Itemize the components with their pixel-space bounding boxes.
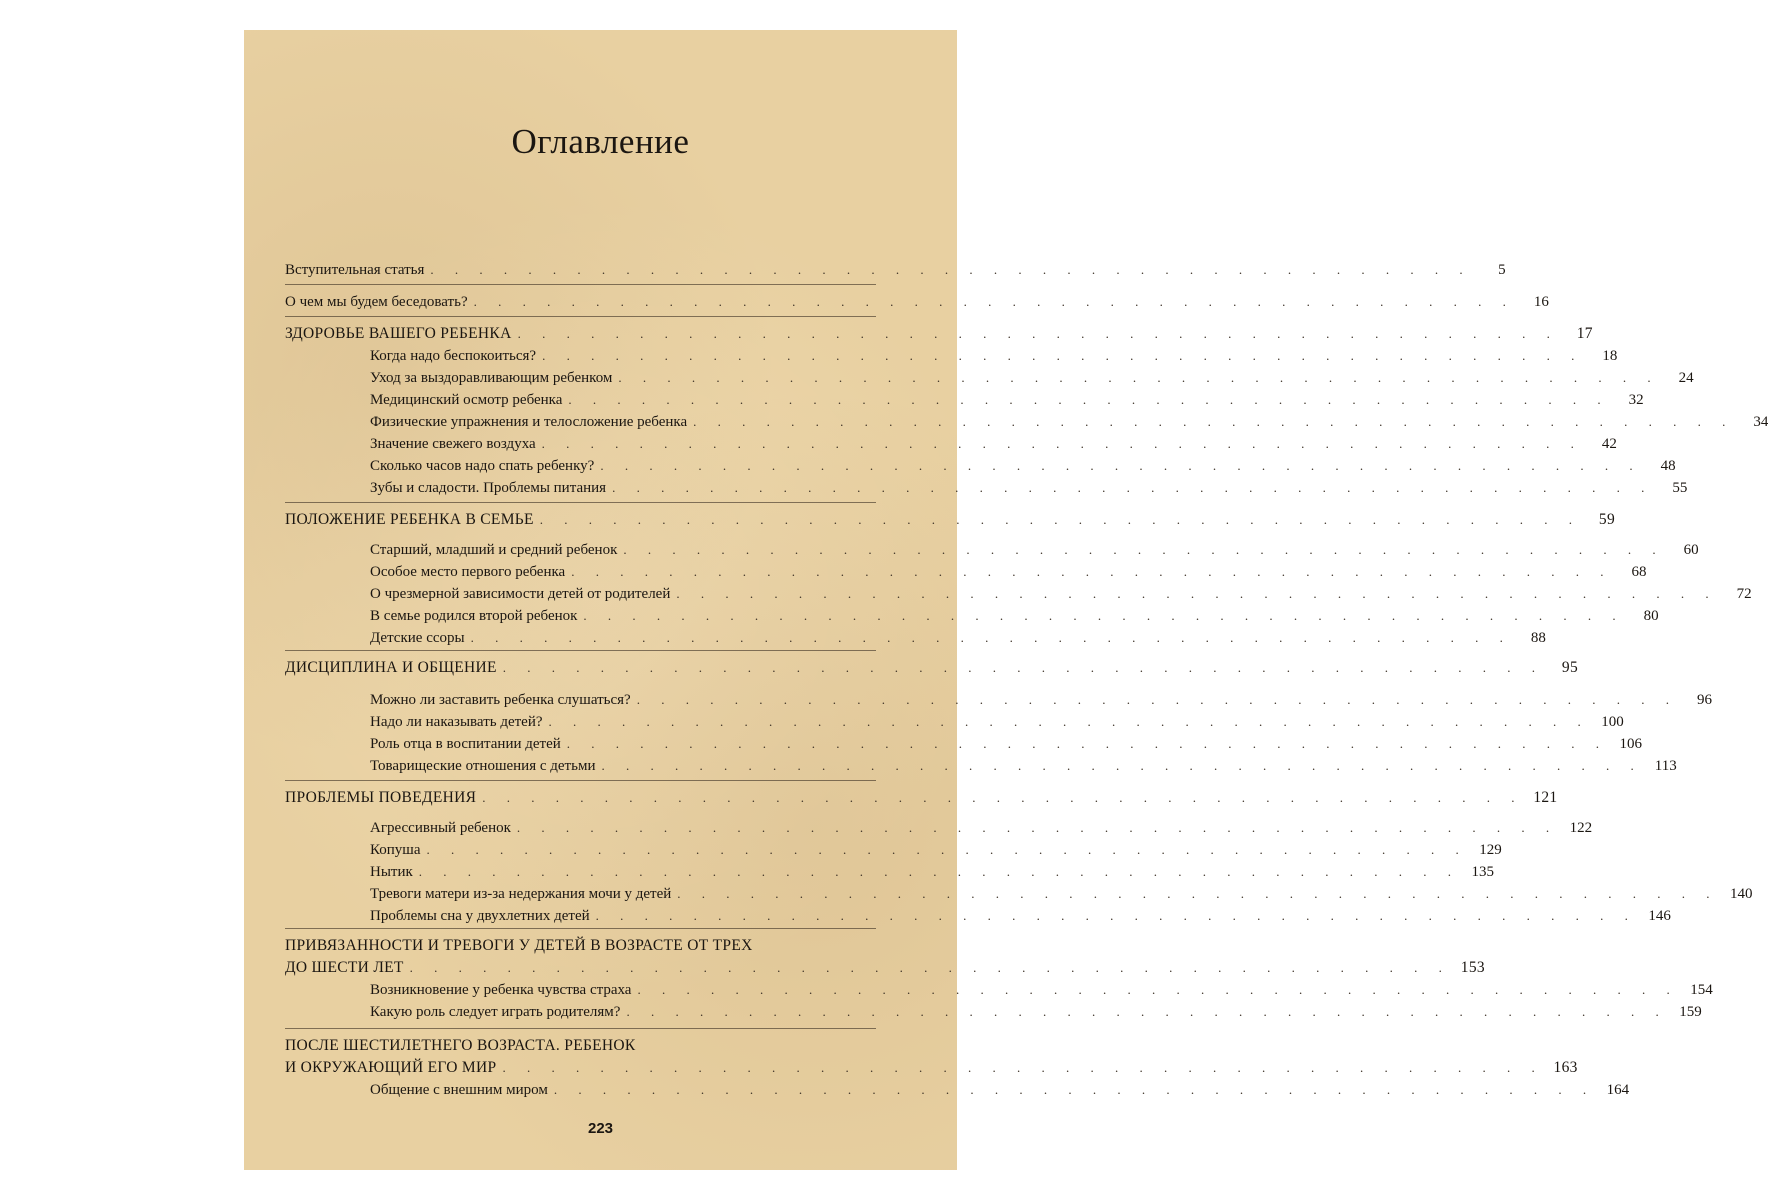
toc-subentry bbox=[285, 1079, 1630, 1103]
section-rule bbox=[285, 780, 876, 781]
toc-page-number: 121 bbox=[1533, 789, 1558, 806]
dot-leader: . . . . . . . . . . . . . . . . . . . . . . . . . . . . . . . . . . . . . . . . . . . bbox=[426, 842, 1468, 857]
dot-leader: . . . . . . . . . . . . . . . . . . . . . . . . . . . . . . . . . . . . . . . . . . . bbox=[677, 886, 1719, 901]
toc-entry bbox=[285, 957, 1485, 981]
dot-leader: . . . . . . . . . . . . . . . . . . . . . . . . . . . . . . . . . . . . . . . . . . . bbox=[430, 262, 1472, 277]
toc-entry-title: И ОКРУЖАЮЩИЙ ЕГО МИР bbox=[285, 1059, 497, 1076]
dot-leader: . . . . . . . . . . . . . . . . . . . . . . . . . . . . . . . . . . . . . . . . . . . bbox=[516, 820, 1559, 835]
toc-entry bbox=[285, 509, 1615, 533]
toc-page-number: 96 bbox=[1696, 692, 1712, 708]
toc-subentry bbox=[285, 477, 1688, 501]
toc-entry-title: Товарищеские отношения с детьми bbox=[370, 758, 596, 774]
toc-entry-title: ДИСЦИПЛИНА И ОБЩЕНИЕ bbox=[285, 659, 497, 676]
toc-page-number: 17 bbox=[1576, 325, 1593, 342]
toc-entry-title: ЗДОРОВЬЕ ВАШЕГО РЕБЕНКА bbox=[285, 325, 512, 342]
toc-page-number: 55 bbox=[1672, 480, 1688, 496]
toc-page-number: 48 bbox=[1660, 458, 1676, 474]
dot-leader: . . . . . . . . . . . . . . . . . . . . . . . . . . . . . . . . . . . . . . . . . . . bbox=[473, 294, 1515, 309]
page-title: Оглавление bbox=[511, 122, 690, 161]
toc-entry-title: Когда надо беспокоиться? bbox=[370, 348, 537, 364]
toc-subentry bbox=[285, 711, 1624, 735]
toc-subentry bbox=[285, 367, 1694, 391]
book-page bbox=[244, 30, 1768, 1170]
toc-page-number: 60 bbox=[1683, 542, 1699, 558]
dot-leader: . . . . . . . . . . . . . . . . . . . . . . . . . . . . . . . . . . . . . . . . . . . bbox=[595, 908, 1637, 923]
toc-section-title-line: ПОСЛЕ ШЕСТИЛЕТНЕГО ВОЗРАСТА. РЕБЕНОК bbox=[285, 1037, 636, 1054]
toc-subentry bbox=[285, 539, 1699, 563]
toc-subentry bbox=[285, 839, 1502, 863]
dot-leader: . . . . . . . . . . . . . . . . . . . . . . . . . . . . . . . . . . . . . . . . . . . bbox=[676, 586, 1718, 601]
toc-entry-title: ДО ШЕСТИ ЛЕТ bbox=[285, 959, 404, 976]
toc-page-number: 113 bbox=[1654, 758, 1677, 774]
dot-leader: . . . . . . . . . . . . . . . . . . . . . . . . . . . . . . . . . . . . . . . . . . . bbox=[482, 790, 1524, 805]
dot-leader: . . . . . . . . . . . . . . . . . . . . . . . . . . . . . . . . . . . . . . . . . . . bbox=[693, 414, 1735, 429]
dot-leader: . . . . . . . . . . . . . . . . . . . . . . . . . . . . . . . . . . . . . . . . . . . bbox=[601, 758, 1643, 773]
toc-entry-title: ПРОБЛЕМЫ ПОВЕДЕНИЯ bbox=[285, 789, 477, 806]
toc-entry bbox=[285, 657, 1579, 681]
toc-page-number: 24 bbox=[1678, 370, 1694, 386]
dot-leader: . . . . . . . . . . . . . . . . . . . . . . . . . . . . . . . . . . . . . . . . . . . bbox=[517, 326, 1559, 341]
toc-entry-title: Старший, младший и средний ребенок bbox=[370, 542, 618, 558]
toc-entry-title: Можно ли заставить ребенка слушаться? bbox=[370, 692, 631, 708]
toc-entry bbox=[285, 1057, 1578, 1081]
toc-page-number: 164 bbox=[1606, 1082, 1630, 1098]
dot-leader: . . . . . . . . . . . . . . . . . . . . . . . . . . . . . . . . . . . . . . . . . . . bbox=[583, 608, 1625, 623]
section-rule bbox=[285, 284, 876, 285]
toc-entry-title: О чем мы будем беседовать? bbox=[285, 294, 468, 310]
dot-leader: . . . . . . . . . . . . . . . . . . . . . . . . . . . . . . . . . . . . . . . . . . . bbox=[637, 982, 1679, 997]
dot-leader: . . . . . . . . . . . . . . . . . . . . . . . . . . . . . . . . . . . . . . . . . . . bbox=[542, 348, 1584, 363]
toc-page-number: 122 bbox=[1569, 820, 1593, 836]
toc-page-number: 159 bbox=[1679, 1004, 1702, 1020]
toc-subentry bbox=[285, 1001, 1702, 1025]
toc-page-number: 18 bbox=[1602, 348, 1618, 364]
toc-entry bbox=[285, 787, 1558, 811]
dot-leader: . . . . . . . . . . . . . . . . . . . . . . . . . . . . . . . . . . . . . . . . . . . bbox=[409, 960, 1451, 975]
toc-entry-title: Вступительная статья bbox=[285, 262, 425, 278]
toc-page-number: 88 bbox=[1530, 630, 1546, 646]
toc-subentry bbox=[285, 345, 1618, 369]
toc-page-number: 95 bbox=[1561, 659, 1579, 676]
toc-entry-title: Значение свежего воздуха bbox=[370, 436, 536, 452]
toc-subentry bbox=[285, 817, 1593, 841]
toc-entry-title: Возникновение у ребенка чувства страха bbox=[370, 982, 632, 998]
toc-page-number: 154 bbox=[1690, 982, 1713, 998]
dot-leader: . . . . . . . . . . . . . . . . . . . . . . . . . . . . . . . . . . . . . . . . . . . bbox=[626, 1004, 1668, 1019]
section-rule bbox=[285, 316, 876, 317]
toc-page-number: 34 bbox=[1753, 414, 1768, 430]
toc-entry-title: Детские ссоры bbox=[370, 630, 465, 646]
toc-subentry bbox=[285, 433, 1617, 457]
toc-page-number: 42 bbox=[1601, 436, 1617, 452]
toc-page-number: 16 bbox=[1533, 294, 1549, 310]
toc-entry-title: Особое место первого ребенка bbox=[370, 564, 566, 580]
toc-entry-title: Роль отца в воспитании детей bbox=[370, 736, 561, 752]
dot-leader: . . . . . . . . . . . . . . . . . . . . . . . . . . . . . . . . . . . . . . . . . . . bbox=[571, 564, 1613, 579]
toc-page-number: 72 bbox=[1736, 586, 1752, 602]
toc-page-number: 5 bbox=[1498, 262, 1506, 278]
toc-subentry bbox=[285, 755, 1677, 779]
toc-page-number: 140 bbox=[1730, 886, 1753, 902]
dot-leader: . . . . . . . . . . . . . . . . . . . . . . . . . . . . . . . . . . . . . . . . . . . bbox=[502, 1060, 1544, 1075]
toc-subentry bbox=[285, 905, 1671, 929]
toc-page-number: 68 bbox=[1631, 564, 1647, 580]
toc-subentry bbox=[285, 979, 1713, 1003]
toc-entry bbox=[285, 259, 1506, 283]
toc-entry-title: Какую роль следует играть родителям? bbox=[370, 1004, 621, 1020]
toc-entry-title: Медицинский осмотр ребенка bbox=[370, 392, 563, 408]
toc-page-number: 129 bbox=[1479, 842, 1502, 858]
toc-entry-title: Общение с внешним миром bbox=[370, 1082, 548, 1098]
toc-subentry bbox=[285, 883, 1753, 907]
toc-section-title-line: ПРИВЯЗАННОСТИ И ТРЕВОГИ У ДЕТЕЙ В ВОЗРАСТЕ ОТ ТРЕХ bbox=[285, 937, 753, 954]
toc-subentry bbox=[285, 627, 1546, 651]
page-number: 223 bbox=[587, 1120, 614, 1137]
toc-entry-title: Надо ли наказывать детей? bbox=[370, 714, 543, 730]
toc-entry-title: В семье родился второй ребенок bbox=[370, 608, 578, 624]
dot-leader: . . . . . . . . . . . . . . . . . . . . . . . . . . . . . . . . . . . . . . . . . . . bbox=[636, 692, 1678, 707]
toc-subentry bbox=[285, 389, 1644, 413]
toc-entry bbox=[285, 323, 1593, 347]
toc-subentry bbox=[285, 411, 1768, 435]
toc-entry-title: О чрезмерной зависимости детей от родителей bbox=[370, 586, 671, 602]
toc-page-number: 146 bbox=[1648, 908, 1671, 924]
dot-leader: . . . . . . . . . . . . . . . . . . . . . . . . . . . . . . . . . . . . . . . . . . . bbox=[539, 512, 1581, 527]
toc-entry-title: Тревоги матери из-за недержания мочи у детей bbox=[370, 886, 672, 902]
toc-subentry bbox=[285, 455, 1676, 479]
toc-entry-title: Зубы и сладости. Проблемы питания bbox=[370, 480, 607, 496]
dot-leader: . . . . . . . . . . . . . . . . . . . . . . . . . . . . . . . . . . . . . . . . . . . bbox=[553, 1082, 1596, 1097]
toc-page-number: 59 bbox=[1598, 511, 1615, 528]
dot-leader: . . . . . . . . . . . . . . . . . . . . . . . . . . . . . . . . . . . . . . . . . . . bbox=[612, 480, 1654, 495]
toc-page-number: 153 bbox=[1460, 959, 1485, 976]
toc-entry-title: Нытик bbox=[370, 864, 413, 880]
toc-entry-title: ПОЛОЖЕНИЕ РЕБЕНКА В СЕМЬЕ bbox=[285, 511, 534, 528]
toc-entry-title: Копуша bbox=[370, 842, 421, 858]
toc-page-number: 106 bbox=[1619, 736, 1643, 752]
dot-leader: . . . . . . . . . . . . . . . . . . . . . . . . . . . . . . . . . . . . . . . . . . . bbox=[470, 630, 1512, 645]
toc-subentry bbox=[285, 561, 1647, 585]
toc-subentry bbox=[285, 605, 1659, 629]
toc-entry-title: Агрессивный ребенок bbox=[370, 820, 511, 836]
section-rule bbox=[285, 502, 876, 503]
toc-entry-title: Физические упражнения и телосложение ребенка bbox=[370, 414, 688, 430]
toc-entry-title: Проблемы сна у двухлетних детей bbox=[370, 908, 590, 924]
toc-subentry bbox=[285, 689, 1712, 713]
section-rule bbox=[285, 1028, 876, 1029]
toc-page-number: 100 bbox=[1601, 714, 1624, 730]
toc-entry-title: Сколько часов надо спать ребенку? bbox=[370, 458, 595, 474]
toc-page-number: 32 bbox=[1628, 392, 1644, 408]
dot-leader: . . . . . . . . . . . . . . . . . . . . . . . . . . . . . . . . . . . . . . . . . . . bbox=[568, 392, 1610, 407]
dot-leader: . . . . . . . . . . . . . . . . . . . . . . . . . . . . . . . . . . . . . . . . . . . bbox=[600, 458, 1642, 473]
dot-leader: . . . . . . . . . . . . . . . . . . . . . . . . . . . . . . . . . . . . . . . . . . . bbox=[623, 542, 1665, 557]
toc-subentry bbox=[285, 583, 1752, 607]
dot-leader: . . . . . . . . . . . . . . . . . . . . . . . . . . . . . . . . . . . . . . . . . . . bbox=[548, 714, 1590, 729]
dot-leader: . . . . . . . . . . . . . . . . . . . . . . . . . . . . . . . . . . . . . . . . . . . bbox=[566, 736, 1609, 751]
toc-page-number: 80 bbox=[1643, 608, 1659, 624]
toc-subentry bbox=[285, 733, 1643, 757]
toc-page-number: 135 bbox=[1471, 864, 1495, 880]
toc-entry bbox=[285, 291, 1549, 315]
toc-page-number: 163 bbox=[1553, 1059, 1578, 1076]
toc-subentry bbox=[285, 861, 1495, 885]
dot-leader: . . . . . . . . . . . . . . . . . . . . . . . . . . . . . . . . . . . . . . . . . . . bbox=[418, 864, 1461, 879]
toc-entry-title: Уход за выздоравливающим ребенком bbox=[370, 370, 613, 386]
dot-leader: . . . . . . . . . . . . . . . . . . . . . . . . . . . . . . . . . . . . . . . . . . . bbox=[618, 370, 1660, 385]
dot-leader: . . . . . . . . . . . . . . . . . . . . . . . . . . . . . . . . . . . . . . . . . . . bbox=[541, 436, 1583, 451]
dot-leader: . . . . . . . . . . . . . . . . . . . . . . . . . . . . . . . . . . . . . . . . . . . bbox=[502, 660, 1545, 675]
